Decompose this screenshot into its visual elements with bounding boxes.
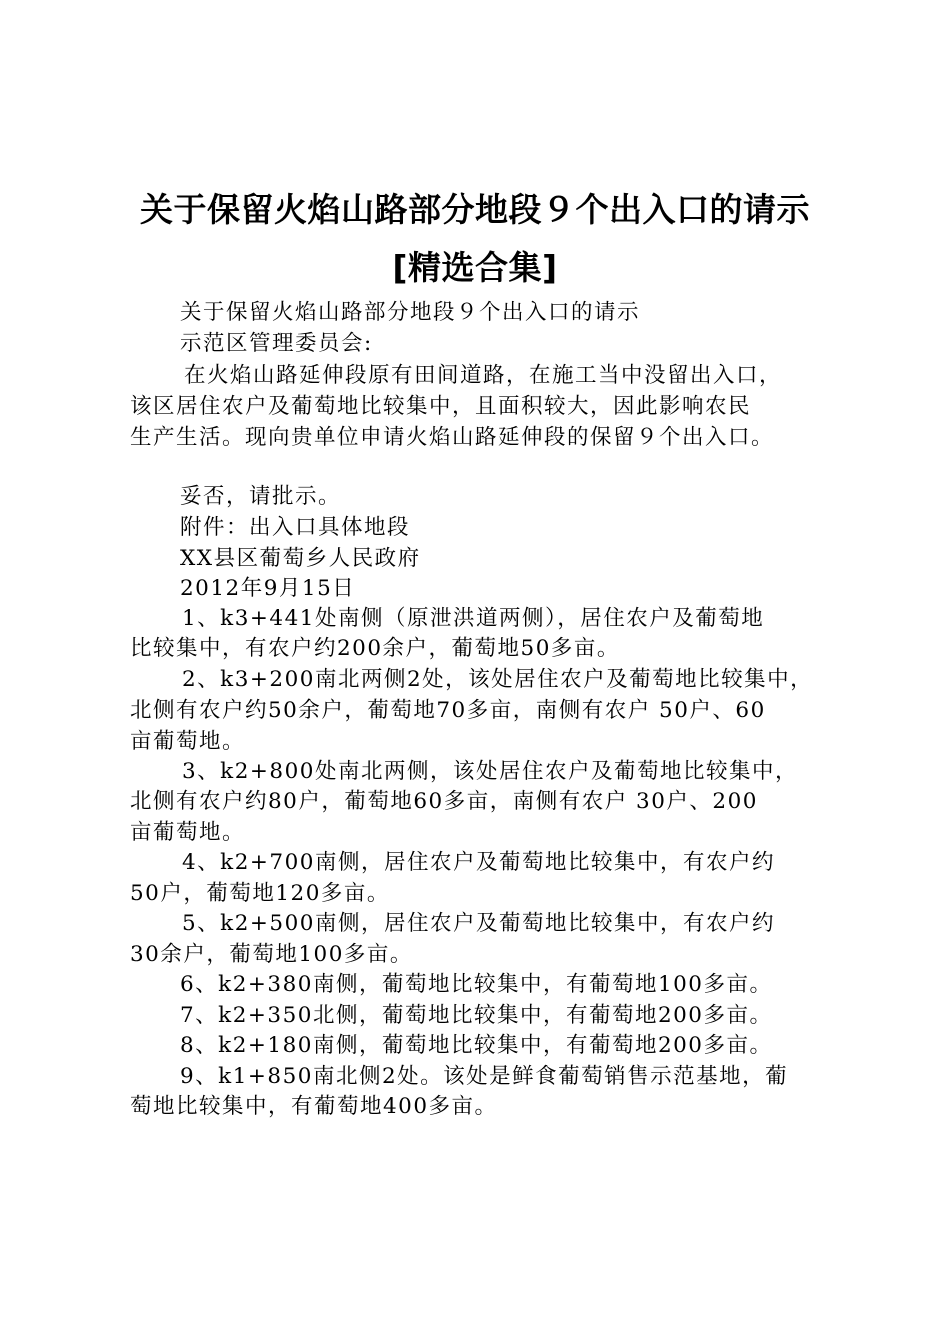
list-item-line: 5、k2+500南侧，居住农户及葡萄地比较集中，有农户约 <box>182 911 775 936</box>
list-item-line: 2、k3+200南北两侧2处，该处居住农户及葡萄地比较集中， <box>182 667 814 692</box>
list-item-line: 9、k1+850南北侧2处。该处是鲜食葡萄销售示范基地，葡 <box>180 1064 789 1089</box>
body-paragraph-line: 在火焰山路延伸段原有田间道路，在施工当中没留出入口， <box>184 363 783 388</box>
request-line: 妥否，请批示。 <box>180 484 342 509</box>
body-paragraph-line: 生产生活。现向贵单位申请火焰山路延伸段的保留９个出入口。 <box>130 425 775 450</box>
document-title-line-1: 关于保留火焰山路部分地段９个出入口的请示 <box>140 190 810 229</box>
list-item-line: 比较集中，有农户约200余户，葡萄地50多亩。 <box>130 636 620 661</box>
document-heading: 关于保留火焰山路部分地段９个出入口的请示 <box>180 300 641 325</box>
body-paragraph-line: 该区居住农户及葡萄地比较集中，且面积较大，因此影响农民 <box>130 394 752 419</box>
list-item-line: 7、k2+350北侧，葡萄地比较集中，有葡萄地200多亩。 <box>180 1003 773 1028</box>
list-item-line: 1、k3+441处南侧（原泄洪道两侧），居住农户及葡萄地 <box>182 606 765 631</box>
sender-line: XX县区葡萄乡人民政府 <box>180 546 421 571</box>
list-item-line: 北侧有农户约80户，葡萄地60多亩，南侧有农户 30户、200 <box>130 789 758 814</box>
date-line: 2012年9月15日 <box>180 576 356 601</box>
list-item-line: 亩葡萄地。 <box>130 820 246 845</box>
list-item-line: 3、k2+800处南北两侧，该处居住农户及葡萄地比较集中， <box>182 759 798 784</box>
list-item-line: 50户，葡萄地120多亩。 <box>130 881 390 906</box>
list-item-line: 30余户，葡萄地100多亩。 <box>130 942 413 967</box>
list-item-line: 亩葡萄地。 <box>130 729 246 754</box>
list-item-line: 4、k2+700南侧，居住农户及葡萄地比较集中，有农户约 <box>182 850 775 875</box>
list-item-line: 萄地比较集中，有葡萄地400多亩。 <box>130 1094 498 1119</box>
list-item-line: 6、k2+380南侧，葡萄地比较集中，有葡萄地100多亩。 <box>180 972 773 997</box>
addressee: 示范区管理委员会: <box>180 331 373 356</box>
attachment-line: 附件：出入口具体地段 <box>180 515 411 540</box>
list-item-line: 8、k2+180南侧，葡萄地比较集中，有葡萄地200多亩。 <box>180 1033 773 1058</box>
list-item-line: 北侧有农户约50余户，葡萄地70多亩，南侧有农户 50户、60 <box>130 698 766 723</box>
document-title-line-2: [精选合集] <box>392 248 558 287</box>
